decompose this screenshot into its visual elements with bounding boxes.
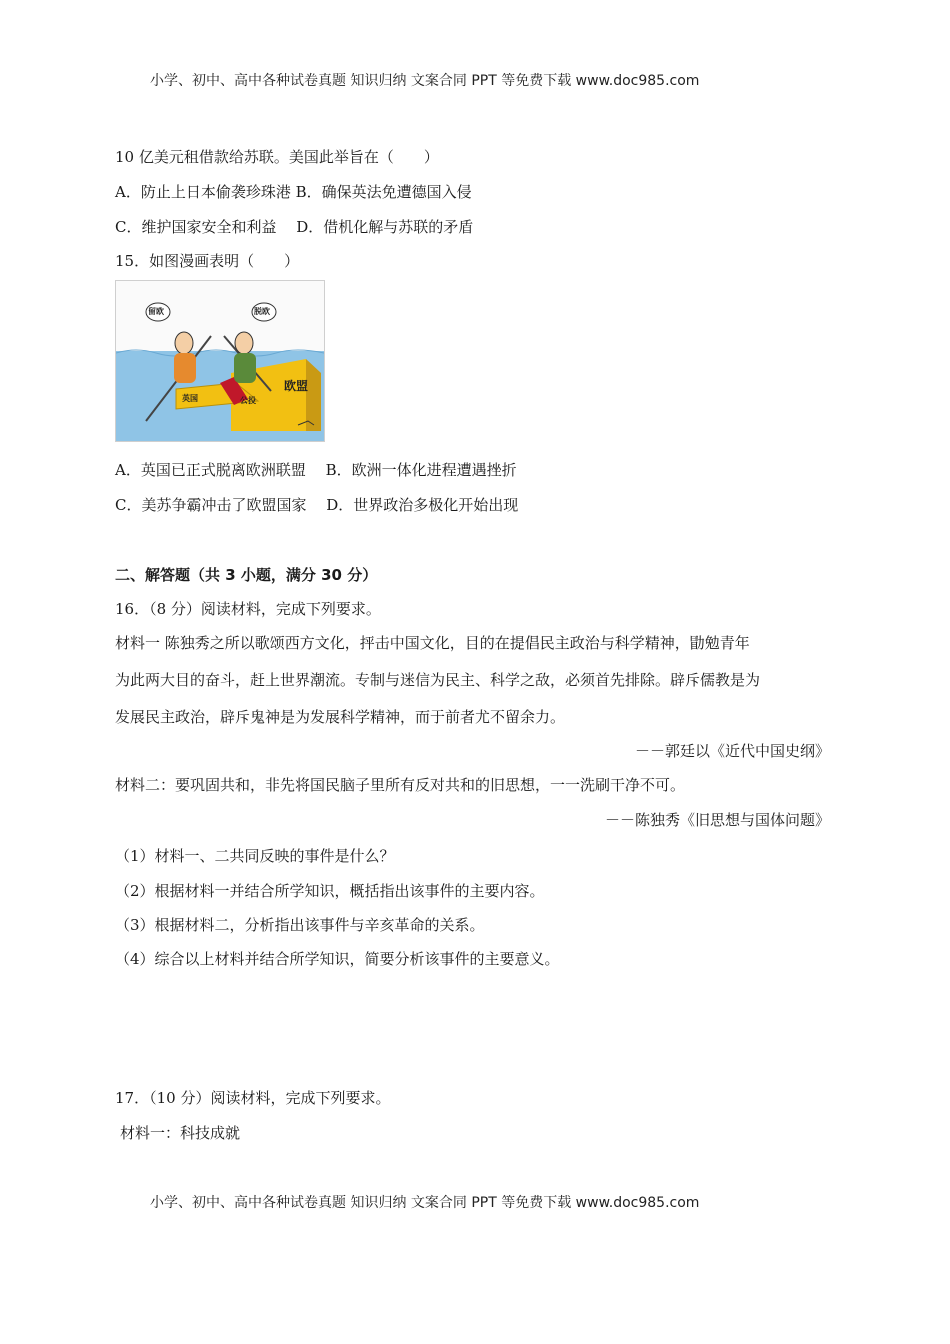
q14-stem-tail: 10 亿美元租借款给苏联。美国此举旨在（ ） bbox=[115, 148, 439, 166]
q16-subquestion: （2）根据材料一并结合所学知识，概括指出该事件的主要内容。 bbox=[115, 882, 545, 900]
boat-uk-label: 英国 bbox=[182, 394, 198, 403]
bubble-stay-label: 留欧 bbox=[148, 307, 164, 316]
page-footer: 小学、初中、高中各种试卷真题 知识归纳 文案合同 PPT 等免费下载 www.doc985.com bbox=[150, 1195, 700, 1211]
q14-options-ab: A．防止上日本偷袭珍珠港 B．确保英法免遭德国入侵 bbox=[115, 183, 472, 201]
q17-material1: 材料一：科技成就 bbox=[120, 1124, 241, 1142]
q16-subquestion: （1）材料一、二共同反映的事件是什么？ bbox=[115, 847, 395, 865]
section-2-heading: 二、解答题（共 3 小题，满分 30 分） bbox=[115, 566, 378, 584]
q14-options-cd: C．维护国家安全和利益 D．借机化解与苏联的矛盾 bbox=[115, 218, 474, 236]
q16-material1-source: －－郭廷以《近代中国史纲》 bbox=[634, 742, 830, 760]
q16-subquestion: （4）综合以上材料并结合所学知识，简要分析该事件的主要意义。 bbox=[115, 950, 560, 968]
q16-material2-source: －－陈独秀《旧思想与国体问题》 bbox=[604, 811, 830, 829]
q16-stem: 16．（8 分）阅读材料，完成下列要求。 bbox=[115, 600, 381, 618]
q17-stem: 17．（10 分）阅读材料，完成下列要求。 bbox=[115, 1089, 391, 1107]
q15-options-cd: C．美苏争霸冲击了欧盟国家 D．世界政治多极化开始出现 bbox=[115, 496, 519, 514]
q16-material2: 材料二：要巩固共和，非先将国民脑子里所有反对共和的旧思想，一一洗刷干净不可。 bbox=[115, 776, 686, 794]
page-header: 小学、初中、高中各种试卷真题 知识归纳 文案合同 PPT 等免费下载 www.doc985.com bbox=[150, 73, 700, 89]
boat-referendum-label: 公投 bbox=[240, 396, 256, 405]
q16-material1-line: 为此两大目的奋斗，赶上世界潮流。专制与迷信为民主、科学之敌，必须首先排除。辟斥儒教是为 bbox=[115, 671, 761, 689]
bubble-leave-label: 脱欧 bbox=[254, 307, 270, 316]
q16-material1-line: 材料一 陈独秀之所以歌颂西方文化，抨击中国文化，目的在提倡民主政治与科学精神，勖勉青年 bbox=[115, 634, 750, 652]
brexit-cartoon bbox=[115, 280, 325, 442]
q15-options-ab: A．英国已正式脱离欧洲联盟 B．欧洲一体化进程遭遇挫折 bbox=[115, 461, 517, 479]
q15-stem: 15．如图漫画表明（ ） bbox=[115, 252, 300, 270]
q16-material1-line: 发展民主政治，辟斥鬼神是为发展科学精神，而于前者尤不留余力。 bbox=[115, 708, 566, 726]
q16-subquestion: （3）根据材料二，分析指出该事件与辛亥革命的关系。 bbox=[115, 916, 485, 934]
cartoon-illustration bbox=[116, 281, 324, 441]
eu-block-label: 欧盟 bbox=[284, 379, 309, 393]
